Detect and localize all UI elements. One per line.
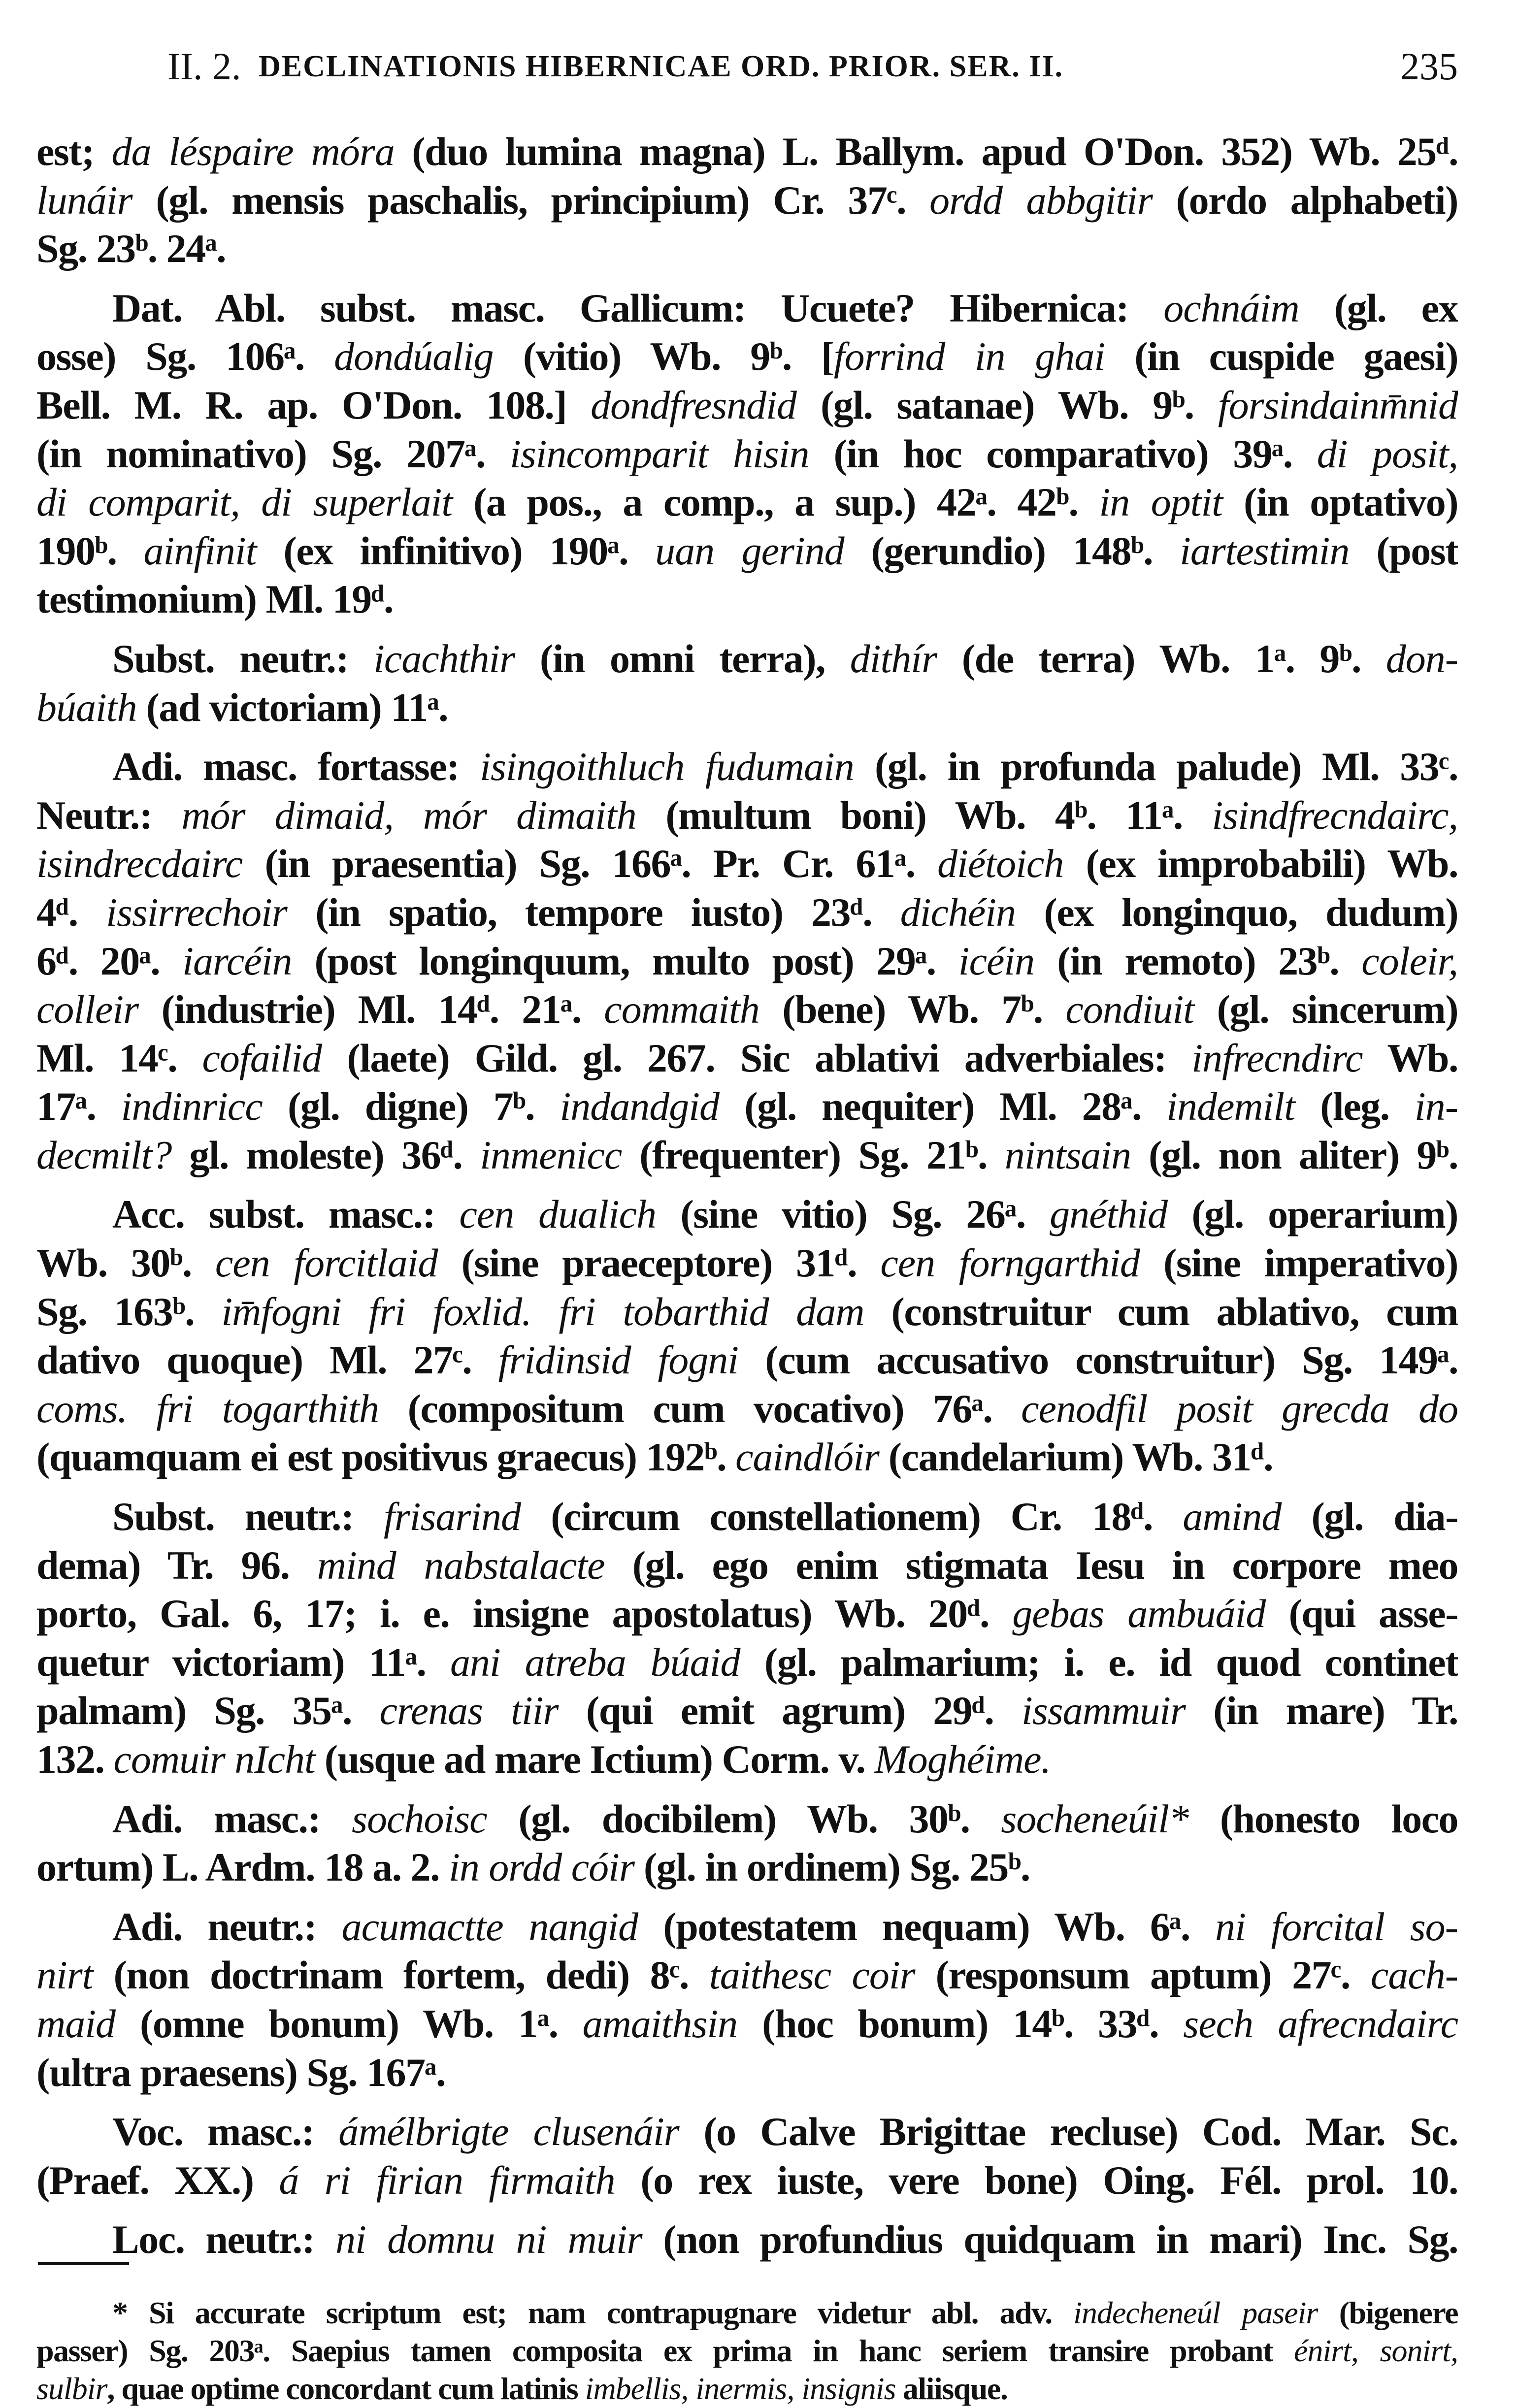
latin-text: (duo lumina magna) L. Ballym. apud O'Don. 352) Wb. 25ᵈ.: [394, 129, 1458, 174]
text-line: [36, 985, 1458, 1034]
irish-term: sochoisc: [352, 1796, 487, 1841]
latin-text: (gerundio) 148ᵇ.: [844, 528, 1180, 573]
text-line: [36, 1433, 1458, 1482]
latin-text: (industrie) Ml. 14ᵈ. 21ᵃ.: [138, 987, 604, 1032]
latin-text: (gl. mensis paschalis, principium) Cr. 37ᶜ.: [132, 177, 930, 223]
section-number: II. 2.: [167, 45, 241, 88]
text-line: [36, 1638, 1458, 1687]
latin-text: (gl. non aliter) 9ᵇ.: [1131, 1132, 1458, 1177]
text-line: [36, 840, 1458, 888]
text-line: [36, 1795, 1458, 1844]
footnote-rule: [38, 2262, 129, 2265]
latin-text: (gl. in profunda palude) Ml. 33ᶜ.: [854, 744, 1458, 789]
irish-term: cofailid: [202, 1035, 322, 1080]
text-line: [36, 635, 1458, 683]
text-line: [36, 1735, 1458, 1784]
irish-term: crenas tiir: [379, 1688, 559, 1733]
irish-term: indandgid: [560, 1084, 720, 1129]
latin-text: (compositum cum vocativo) 76ᵃ.: [378, 1386, 1022, 1431]
text-line: [36, 1843, 1458, 1892]
irish-term: isincomparit hisin: [509, 431, 809, 476]
text-line: [36, 527, 1458, 576]
latin-text: (gl. in ordinem) Sg. 25ᵇ.: [634, 1845, 1030, 1890]
irish-term: fridinsid fogni: [498, 1337, 739, 1383]
irish-term: dondfresndid: [591, 382, 796, 427]
text-line: [36, 176, 1458, 225]
footnote-line: [36, 2332, 1458, 2370]
latin-text: porto, Gal. 6, 17; i. e. insigne apostolatus) Wb. 20ᵈ.: [36, 1591, 1013, 1636]
latin-text: (candelarium) Wb. 31ᵈ.: [879, 1434, 1273, 1480]
latin-text: (gl. ex: [1299, 285, 1458, 330]
irish-term: issirrechoir: [106, 889, 287, 935]
irish-term: icachthir: [373, 636, 515, 681]
latin-text: (vitio) Wb. 9ᵇ. [: [493, 334, 834, 379]
latin-text: (ex improbabili) Wb.: [1063, 841, 1458, 886]
irish-term: cen forngarthid: [880, 1240, 1140, 1286]
latin-text: dema) Tr. 96.: [36, 1542, 317, 1588]
irish-term: don-: [1385, 636, 1458, 681]
latin-text: 6ᵈ. 20ᵃ.: [36, 938, 183, 983]
irish-term: condiuit: [1065, 987, 1194, 1032]
latin-text: (ad victoriam) 11ᵃ.: [136, 684, 448, 730]
irish-term: ni forcital so-: [1215, 1904, 1458, 1949]
latin-text: Sg. 23ᵇ. 24ᵃ.: [36, 226, 226, 271]
irish-term: mind nabstalacte: [317, 1542, 605, 1588]
irish-term: di posit,: [1317, 431, 1458, 476]
latin-text: (in nominativo) Sg. 207ᵃ.: [36, 431, 510, 476]
latin-text: Dat. Abl. subst. masc. Gallicum: Ucuete? Hibernica:: [112, 285, 1164, 330]
latin-text: (o Calve Brigittae recluse) Cod. Mar. Sc.: [679, 2109, 1458, 2154]
latin-text: (post: [1349, 528, 1458, 573]
irish-term: ochnáim: [1163, 285, 1299, 330]
latin-text: (laete) Gild. gl. 267. Sic ablativi adverbiales:: [322, 1035, 1192, 1080]
latin-text: Subst. neutr.:: [112, 636, 374, 681]
text-line: [36, 284, 1458, 333]
irish-term: isingoithluch fudumain: [480, 744, 854, 789]
irish-term: cen forcitlaid: [215, 1240, 438, 1286]
irish-term: énirt, sonirt,: [1294, 2333, 1458, 2368]
text-line: [36, 2156, 1458, 2205]
irish-term: da léspaire móra: [111, 129, 395, 174]
irish-term: icéin: [958, 938, 1035, 983]
footnote-line: [36, 2370, 1458, 2408]
irish-term: colleir: [36, 987, 139, 1032]
latin-text: (construitur cum ablativo, cum: [864, 1289, 1458, 1334]
irish-term: maid: [36, 2001, 115, 2046]
irish-term: in-: [1414, 1084, 1458, 1129]
latin-text: gl. moleste) 36ᵈ.: [171, 1132, 480, 1177]
latin-text: (honesto loco: [1188, 1796, 1458, 1841]
irish-term: isindrecdairc: [36, 841, 243, 886]
latin-text: (in cuspide gaesi): [1105, 334, 1458, 379]
latin-text: (quamquam ei est positivus graecus) 192ᵇ.: [36, 1434, 736, 1480]
irish-term: gnéthid: [1050, 1192, 1168, 1237]
text-line: [36, 2049, 1458, 2097]
irish-term: indemilt: [1166, 1084, 1295, 1129]
latin-text: testimonium) Ml. 19ᵈ.: [36, 577, 394, 622]
irish-term: in ordd cóir: [449, 1845, 634, 1890]
text-line: [36, 1951, 1458, 2000]
irish-term: in optit: [1099, 480, 1223, 525]
irish-term: ordd abbgitir: [929, 177, 1153, 223]
irish-term: indecheneúl paseir: [1073, 2295, 1318, 2330]
latin-text: ortum) L. Ardm. 18 a. 2.: [36, 1845, 449, 1890]
latin-text: 132.: [36, 1737, 114, 1782]
text-line: [36, 1687, 1458, 1735]
irish-term: forrind in ghai: [833, 334, 1105, 379]
text-line: [36, 332, 1458, 381]
latin-text: Neutr.:: [36, 792, 182, 838]
irish-term: forsindainm̄nid: [1218, 382, 1458, 427]
text-line: [36, 791, 1458, 840]
latin-text: (de terra) Wb. 1ᵃ. 9ᵇ.: [937, 636, 1386, 681]
latin-text: (in hoc comparativo) 39ᵃ.: [809, 431, 1317, 476]
irish-term: socheneúil*: [1001, 1796, 1189, 1841]
latin-text: (potestatem nequam) Wb. 6ᵃ.: [638, 1904, 1216, 1949]
irish-term: cenodfil posit grecda do: [1021, 1386, 1458, 1431]
latin-text: Wb. 30ᵇ.: [36, 1240, 215, 1286]
latin-text: (gl. ego enim stigmata Iesu in corpore meo: [604, 1542, 1458, 1588]
irish-term: cach-: [1370, 1952, 1458, 1998]
latin-text: Wb.: [1362, 1035, 1458, 1080]
latin-text: (a pos., a comp., a sup.) 42ᵃ. 42ᵇ.: [452, 480, 1099, 525]
latin-text: Subst. neutr.:: [112, 1494, 384, 1539]
latin-text: (sine praeceptore) 31ᵈ.: [437, 1240, 881, 1286]
irish-term: indinricc: [121, 1084, 263, 1129]
latin-text: (hoc bonum) 14ᵇ. 33ᵈ.: [737, 2001, 1184, 2046]
text-line: [36, 225, 1458, 273]
footnotes: [36, 2294, 1458, 2408]
latin-text: (bigenere: [1318, 2295, 1458, 2330]
latin-text: 4ᵈ.: [36, 889, 106, 935]
text-line: [36, 1493, 1458, 1541]
irish-term: nintsain: [1004, 1132, 1131, 1177]
irish-term: coleir,: [1361, 938, 1458, 983]
irish-term: lunáir: [36, 177, 132, 223]
irish-term: taithesc coir: [709, 1952, 915, 1998]
irish-term: comuir nIcht: [113, 1737, 315, 1782]
latin-text: (gl. sincerum): [1194, 987, 1458, 1032]
latin-text: Adi. masc. fortasse:: [112, 744, 480, 789]
latin-text: (post longinquum, multo post) 29ᵃ.: [292, 938, 958, 983]
text-line: [36, 128, 1458, 176]
text-line: [36, 1590, 1458, 1638]
text-line: [36, 1239, 1458, 1288]
latin-text: (in mare) Tr.: [1185, 1688, 1458, 1733]
footnote-line: [36, 2294, 1458, 2332]
latin-text: (multum boni) Wb. 4ᵇ. 11ᵃ.: [636, 792, 1212, 838]
latin-text: quetur victoriam) 11ᵃ.: [36, 1639, 450, 1685]
latin-text: (ex infinitivo) 190ᵃ.: [256, 528, 656, 573]
irish-term: infrecndirc: [1191, 1035, 1363, 1080]
latin-text: (frequenter) Sg. 21ᵇ.: [622, 1132, 1005, 1177]
irish-term: sulbir: [36, 2371, 107, 2406]
irish-term: nirt: [36, 1952, 93, 1998]
running-header: [167, 44, 1458, 89]
irish-term: acumactte nangid: [341, 1904, 638, 1949]
latin-text: , quae optime concordant cum latinis: [107, 2371, 585, 2406]
latin-text: Ml. 14ᶜ.: [36, 1035, 202, 1080]
text-line: [36, 1385, 1458, 1433]
latin-text: (ultra praesens) Sg. 167ᵃ.: [36, 2050, 445, 2095]
latin-text: Bell. M. R. ap. O'Don. 108.]: [36, 382, 591, 427]
latin-text: (cum accusativo construitur) Sg. 149ᵃ.: [738, 1337, 1458, 1383]
latin-text: (leg.: [1294, 1084, 1415, 1129]
page-number: 235: [1400, 45, 1458, 88]
latin-text: (non profundius quidquam in mari) Inc. Sg.: [642, 2217, 1458, 2262]
latin-text: (o rex iuste, vere bone) Oing. Fél. prol. 10.: [615, 2157, 1458, 2203]
irish-term: ainfinit: [143, 528, 257, 573]
latin-text: Loc. neutr.:: [112, 2217, 336, 2262]
text-line: [36, 1190, 1458, 1239]
text-line: [36, 1541, 1458, 1590]
latin-text: 17ᵃ.: [36, 1084, 121, 1129]
text-line: [36, 1082, 1458, 1131]
latin-text: (sine vitio) Sg. 26ᵃ.: [656, 1192, 1050, 1237]
latin-text: (gl. dia-: [1281, 1494, 1458, 1539]
irish-term: mór dimaid, mór dimaith: [181, 792, 636, 838]
latin-text: (ex longinquo, dudum): [1016, 889, 1458, 935]
irish-term: isindfrecndairc,: [1212, 792, 1458, 838]
text-line: [36, 2215, 1458, 2264]
text-line: [36, 683, 1458, 732]
irish-term: coms. fri togarthith: [36, 1386, 379, 1431]
latin-text: Acc. subst. masc.:: [112, 1192, 460, 1237]
irish-term: frisarind: [383, 1494, 521, 1539]
irish-term: cen dualich: [459, 1192, 657, 1237]
irish-term: ni domnu ni muir: [335, 2217, 642, 2262]
text-line: [36, 1336, 1458, 1385]
latin-text: aliisque.: [895, 2371, 1008, 2406]
irish-term: á ri firian firmaith: [279, 2157, 615, 2203]
latin-text: (qui emit agrum) 29ᵈ.: [558, 1688, 1022, 1733]
text-line: [36, 1131, 1458, 1180]
irish-term: búaith: [36, 684, 137, 730]
irish-term: uan gerind: [655, 528, 844, 573]
latin-text: (gl. digne) 7ᵇ.: [262, 1084, 560, 1129]
text-line: [36, 478, 1458, 527]
irish-term: iartestimin: [1180, 528, 1350, 573]
irish-term: imbellis, inermis, insignis: [585, 2371, 896, 2406]
latin-text: (in optativo): [1222, 480, 1458, 525]
text-line: [36, 430, 1458, 479]
latin-text: Voc. masc.:: [112, 2109, 339, 2154]
latin-text: (usque ad mare Ictium) Corm. v.: [315, 1737, 875, 1782]
latin-text: (ordo alphabeti): [1152, 177, 1458, 223]
latin-text: (gl. satanae) Wb. 9ᵇ.: [796, 382, 1218, 427]
latin-text: (circum constellationem) Cr. 18ᵈ.: [521, 1494, 1183, 1539]
latin-text: (omne bonum) Wb. 1ᵃ.: [115, 2001, 583, 2046]
text-line: [36, 381, 1458, 430]
latin-text: (in praesentia) Sg. 166ᵃ. Pr. Cr. 61ᵃ.: [242, 841, 938, 886]
irish-term: im̄fogni fri foxlid. fri tobarthid dam: [221, 1289, 864, 1334]
irish-term: dondúalig: [334, 334, 494, 379]
text-line: [36, 2108, 1458, 2156]
text-line: [36, 1288, 1458, 1336]
irish-term: gebas ambuáid: [1012, 1591, 1266, 1636]
irish-term: dichéin: [900, 889, 1016, 935]
latin-text: palmam) Sg. 35ᵃ.: [36, 1688, 380, 1733]
irish-term: sech afrecndairc: [1183, 2001, 1458, 2046]
latin-text: osse) Sg. 106ᵃ.: [36, 334, 334, 379]
irish-term: di comparit, di superlait: [36, 480, 453, 525]
irish-term: dithír: [850, 636, 937, 681]
latin-text: Sg. 163ᵇ.: [36, 1289, 222, 1334]
text-line: [36, 1903, 1458, 1952]
text-line: [36, 937, 1458, 986]
latin-text: (bene) Wb. 7ᵇ.: [759, 987, 1066, 1032]
latin-text: (in remoto) 23ᵇ.: [1034, 938, 1362, 983]
body-text: [36, 128, 1458, 2264]
irish-term: decmilt?: [36, 1132, 172, 1177]
latin-text: (gl. operarium): [1167, 1192, 1458, 1237]
text-line: [36, 888, 1458, 937]
irish-term: commaith: [604, 987, 759, 1032]
latin-text: (responsum aptum) 27ᶜ.: [915, 1952, 1371, 1998]
latin-text: Adi. neutr.:: [112, 1904, 342, 1949]
irish-term: ámélbrigte clusenáir: [338, 2109, 679, 2154]
latin-text: (in spatio, tempore iusto) 23ᵈ.: [287, 889, 900, 935]
latin-text: est;: [36, 129, 112, 174]
latin-text: dativo quoque) Ml. 27ᶜ.: [36, 1337, 498, 1383]
latin-text: (sine imperativo): [1139, 1240, 1458, 1286]
latin-text: (gl. docibilem) Wb. 30ᵇ.: [487, 1796, 1001, 1841]
latin-text: * Si accurate scriptum est; nam contrapugnare videtur abl. adv.: [112, 2295, 1074, 2330]
text-line: [36, 2000, 1458, 2049]
text-line: [36, 743, 1458, 791]
irish-term: ani atreba búaid: [450, 1639, 740, 1685]
running-title: DECLINATIONIS HIBERNICAE ORD. PRIOR. SER. II.: [259, 50, 1063, 83]
irish-term: Moghéime.: [874, 1737, 1051, 1782]
latin-text: Adi. masc.:: [112, 1796, 352, 1841]
latin-text: passer) Sg. 203ᵃ. Saepius tamen composita ex prima in hanc seriem transire probant: [36, 2333, 1294, 2368]
latin-text: (non doctrinam fortem, dedi) 8ᶜ.: [93, 1952, 709, 1998]
irish-term: caindlóir: [735, 1434, 879, 1480]
irish-term: issammuir: [1022, 1688, 1186, 1733]
latin-text: (gl. nequiter) Ml. 28ᵃ.: [719, 1084, 1167, 1129]
latin-text: 190ᵇ.: [36, 528, 144, 573]
irish-term: iarcéin: [182, 938, 292, 983]
text-line: [36, 1034, 1458, 1083]
latin-text: (gl. palmarium; i. e. id quod continet: [740, 1639, 1458, 1685]
latin-text: (qui asse-: [1265, 1591, 1458, 1636]
latin-text: (Praef. XX.): [36, 2157, 279, 2203]
irish-term: amaithsin: [582, 2001, 738, 2046]
irish-term: amind: [1183, 1494, 1282, 1539]
latin-text: (in omni terra),: [515, 636, 850, 681]
irish-term: inmenicc: [480, 1132, 622, 1177]
irish-term: diétoich: [937, 841, 1064, 886]
text-line: [36, 575, 1458, 624]
